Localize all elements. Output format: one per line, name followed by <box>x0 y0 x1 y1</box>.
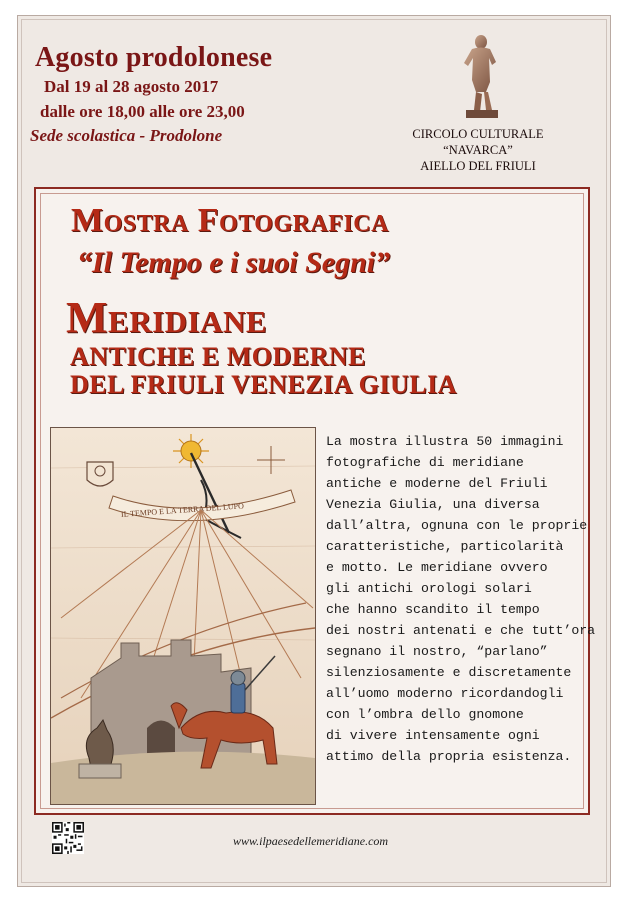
qr-code-icon[interactable] <box>52 822 84 854</box>
painting-motto: IL TEMPO E LA TERRA DEL LUPO <box>120 501 245 519</box>
coat-of-arms-icon <box>87 462 113 486</box>
organizer-line-1: CIRCOLO CULTURALE <box>412 127 544 141</box>
description-line: Venezia Giulia, una diversa <box>326 497 540 512</box>
event-venue: Sede scolastica - Prodolone <box>30 126 223 145</box>
event-hours: dalle ore 18,00 alle ore 23,00 <box>40 102 245 121</box>
exhibition-main-title: Meridiane <box>66 293 268 342</box>
description-line: caratteristiche, particolarità <box>326 539 564 554</box>
description-line: e motto. Le meridiane ovvero <box>326 560 548 575</box>
description-line: con l’ombra dello gnomone <box>326 707 524 722</box>
description-line: dall’altra, ognuna con le proprie <box>326 518 588 533</box>
exhibition-subtitle: “Il Tempo e i suoi Segni” <box>77 246 391 279</box>
description-line: dei nostri antenati e che tutt’ora <box>326 623 596 638</box>
description-line: all’uomo moderno ricordandogli <box>326 686 564 701</box>
description-line: che hanno scandito il tempo <box>326 602 540 617</box>
description-line: di vivere intensamente ogni <box>326 728 540 743</box>
exhibition-line-2: DEL FRIULI VENEZIA GIULIA <box>70 370 457 399</box>
sundial-painting <box>50 427 316 805</box>
description-line: gli antichi orologi solari <box>326 581 532 596</box>
website-link[interactable]: www.ilpaesedellemeridiane.com <box>233 834 389 848</box>
description-block <box>326 431 596 767</box>
statue-logo-icon <box>452 32 510 120</box>
description-line: silenziosamente e discretamente <box>326 665 572 680</box>
description-line: antiche e moderne del Friuli <box>326 476 548 491</box>
event-dates: Dal 19 al 28 agosto 2017 <box>44 77 219 96</box>
exhibition-line-1: ANTICHE E MODERNE <box>70 342 366 371</box>
organizer-line-2: “NAVARCA” <box>443 143 513 157</box>
description-line: attimo della propria esistenza. <box>326 749 572 764</box>
organizer-line-3: AIELLO DEL FRIULI <box>420 159 536 173</box>
description-line: fotografiche di meridiane <box>326 455 524 470</box>
event-title: Agosto prodolonese <box>35 42 273 73</box>
exhibition-heading: Mostra Fotografica <box>71 202 389 239</box>
description-line: La mostra illustra 50 immagini <box>326 434 564 449</box>
description-line: segnano il nostro, “parlano” <box>326 644 548 659</box>
organizer-block <box>400 126 556 174</box>
